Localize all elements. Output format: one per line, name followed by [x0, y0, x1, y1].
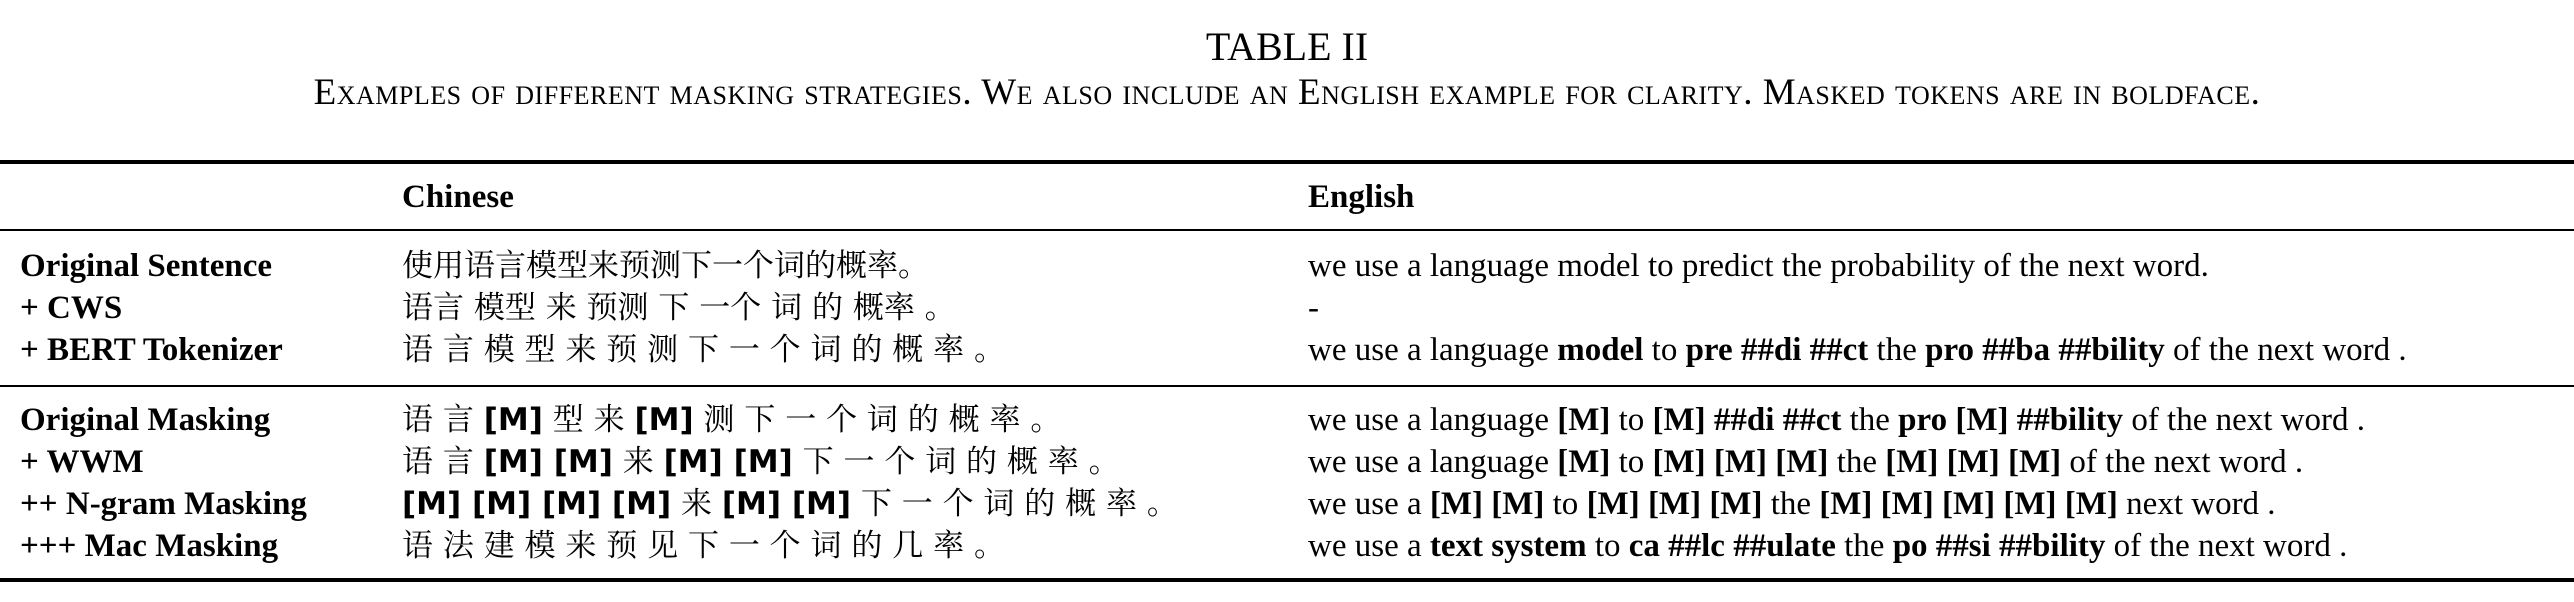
text-segment: to — [1643, 332, 1686, 368]
text-segment: 下 一 个 词 的 概 率 。 — [851, 486, 1178, 522]
chinese-cell — [402, 245, 929, 287]
masked-token: [M] ##di ##ct — [1652, 402, 1842, 438]
text-segment: 使用语言模型来预测下一个词的概率。 — [402, 248, 929, 284]
english-cell — [1308, 329, 2407, 371]
text-segment: next word . — [2117, 486, 2276, 522]
header-chinese: Chinese — [402, 179, 514, 215]
text-segment: of the next word . — [2105, 528, 2348, 564]
chinese-cell — [402, 399, 1061, 441]
masked-token: [M] [M] — [483, 444, 613, 480]
chinese-cell — [402, 287, 956, 329]
text-segment: 语 言 — [402, 444, 484, 480]
text-segment: 来 — [671, 486, 722, 522]
masked-token: text system — [1429, 528, 1587, 564]
text-segment: 语 法 建 模 来 预 见 下 一 个 词 的 几 率 。 — [402, 528, 1005, 564]
text-segment: 语 言 — [402, 402, 484, 438]
text-segment: we use a language — [1308, 444, 1558, 480]
masked-token: pro [M] ##bility — [1898, 402, 2124, 438]
masked-token: [M] — [483, 402, 543, 438]
text-segment: the — [1762, 486, 1820, 522]
text-segment: to — [1586, 528, 1629, 564]
english-cell — [1308, 287, 1319, 329]
text-segment: we use a — [1308, 486, 1430, 522]
chinese-cell — [402, 483, 1178, 525]
chinese-cell — [402, 441, 1120, 483]
chinese-cell — [402, 329, 1005, 371]
masked-token: pro ##ba ##bility — [1925, 332, 2165, 368]
english-cell — [1308, 483, 2276, 525]
masked-token: [M] [M] [M] [M] — [402, 486, 672, 522]
text-segment: we use a language model to predict the probability of the next word. — [1308, 248, 2209, 284]
text-segment: 来 — [612, 444, 664, 480]
text-segment: we use a language — [1308, 402, 1558, 438]
text-segment: of the next word . — [2061, 444, 2304, 480]
english-cell — [1308, 399, 2365, 441]
masked-token: ca ##lc ##ulate — [1628, 528, 1836, 564]
text-segment: we use a language — [1308, 332, 1558, 368]
masked-token: [M] — [1557, 402, 1611, 438]
masked-token: [M] — [1557, 444, 1611, 480]
row-label: + WWM — [20, 444, 144, 480]
text-segment: the — [1841, 402, 1899, 438]
masked-token: [M] [M] [M] — [1885, 444, 2062, 480]
masked-token: po ##si ##bility — [1892, 528, 2106, 564]
text-segment: of the next word . — [2164, 332, 2407, 368]
table-caption-text: Examples of different masking strategies. We also include an English example for clarity. Masked tokens are in boldface. — [313, 72, 2261, 113]
masked-token: [M] — [634, 402, 694, 438]
text-segment: 型 来 — [542, 402, 635, 438]
masked-token: [M] [M] [M] — [1652, 444, 1829, 480]
group-rule — [0, 385, 2574, 387]
masked-token: model — [1557, 332, 1644, 368]
masked-token: [M] [M] — [1429, 486, 1545, 522]
header-english: English — [1308, 179, 1415, 215]
text-segment: 测 下 一 个 词 的 概 率 。 — [693, 402, 1062, 438]
masked-token: [M] [M] [M] [M] [M] — [1819, 486, 2118, 522]
text-segment: to — [1544, 486, 1587, 522]
chinese-cell — [402, 525, 1005, 567]
text-segment: the — [1835, 528, 1893, 564]
row-label: + BERT Tokenizer — [20, 332, 283, 368]
bottom-rule — [0, 578, 2574, 582]
masked-token: [M] [M] — [663, 444, 793, 480]
text-segment: we use a — [1308, 528, 1430, 564]
masked-token: [M] [M] [M] — [1586, 486, 1763, 522]
english-cell — [1308, 525, 2347, 567]
text-segment: 下 一 个 词 的 概 率 。 — [792, 444, 1120, 480]
text-segment: - — [1308, 290, 1319, 326]
english-cell — [1308, 245, 2209, 287]
text-segment: 语言 模型 来 预测 下 一个 词 的 概率 。 — [402, 290, 956, 326]
english-cell — [1308, 441, 2303, 483]
row-label: +++ Mac Masking — [20, 528, 279, 564]
masked-token: pre ##di ##ct — [1685, 332, 1869, 368]
row-label: ++ N-gram Masking — [20, 486, 307, 522]
text-segment: of the next word . — [2123, 402, 2366, 438]
text-segment: to — [1610, 444, 1653, 480]
header-rule — [0, 229, 2574, 231]
row-label: Original Masking — [20, 402, 271, 438]
top-rule — [0, 160, 2574, 164]
text-segment: 语 言 模 型 来 预 测 下 一 个 词 的 概 率 。 — [402, 332, 1005, 368]
text-segment: the — [1828, 444, 1886, 480]
table-number: TABLE II — [1205, 24, 1369, 69]
row-label: + CWS — [20, 290, 123, 326]
text-segment: the — [1868, 332, 1926, 368]
text-segment: to — [1610, 402, 1653, 438]
masked-token: [M] [M] — [721, 486, 852, 522]
row-label: Original Sentence — [20, 248, 273, 284]
